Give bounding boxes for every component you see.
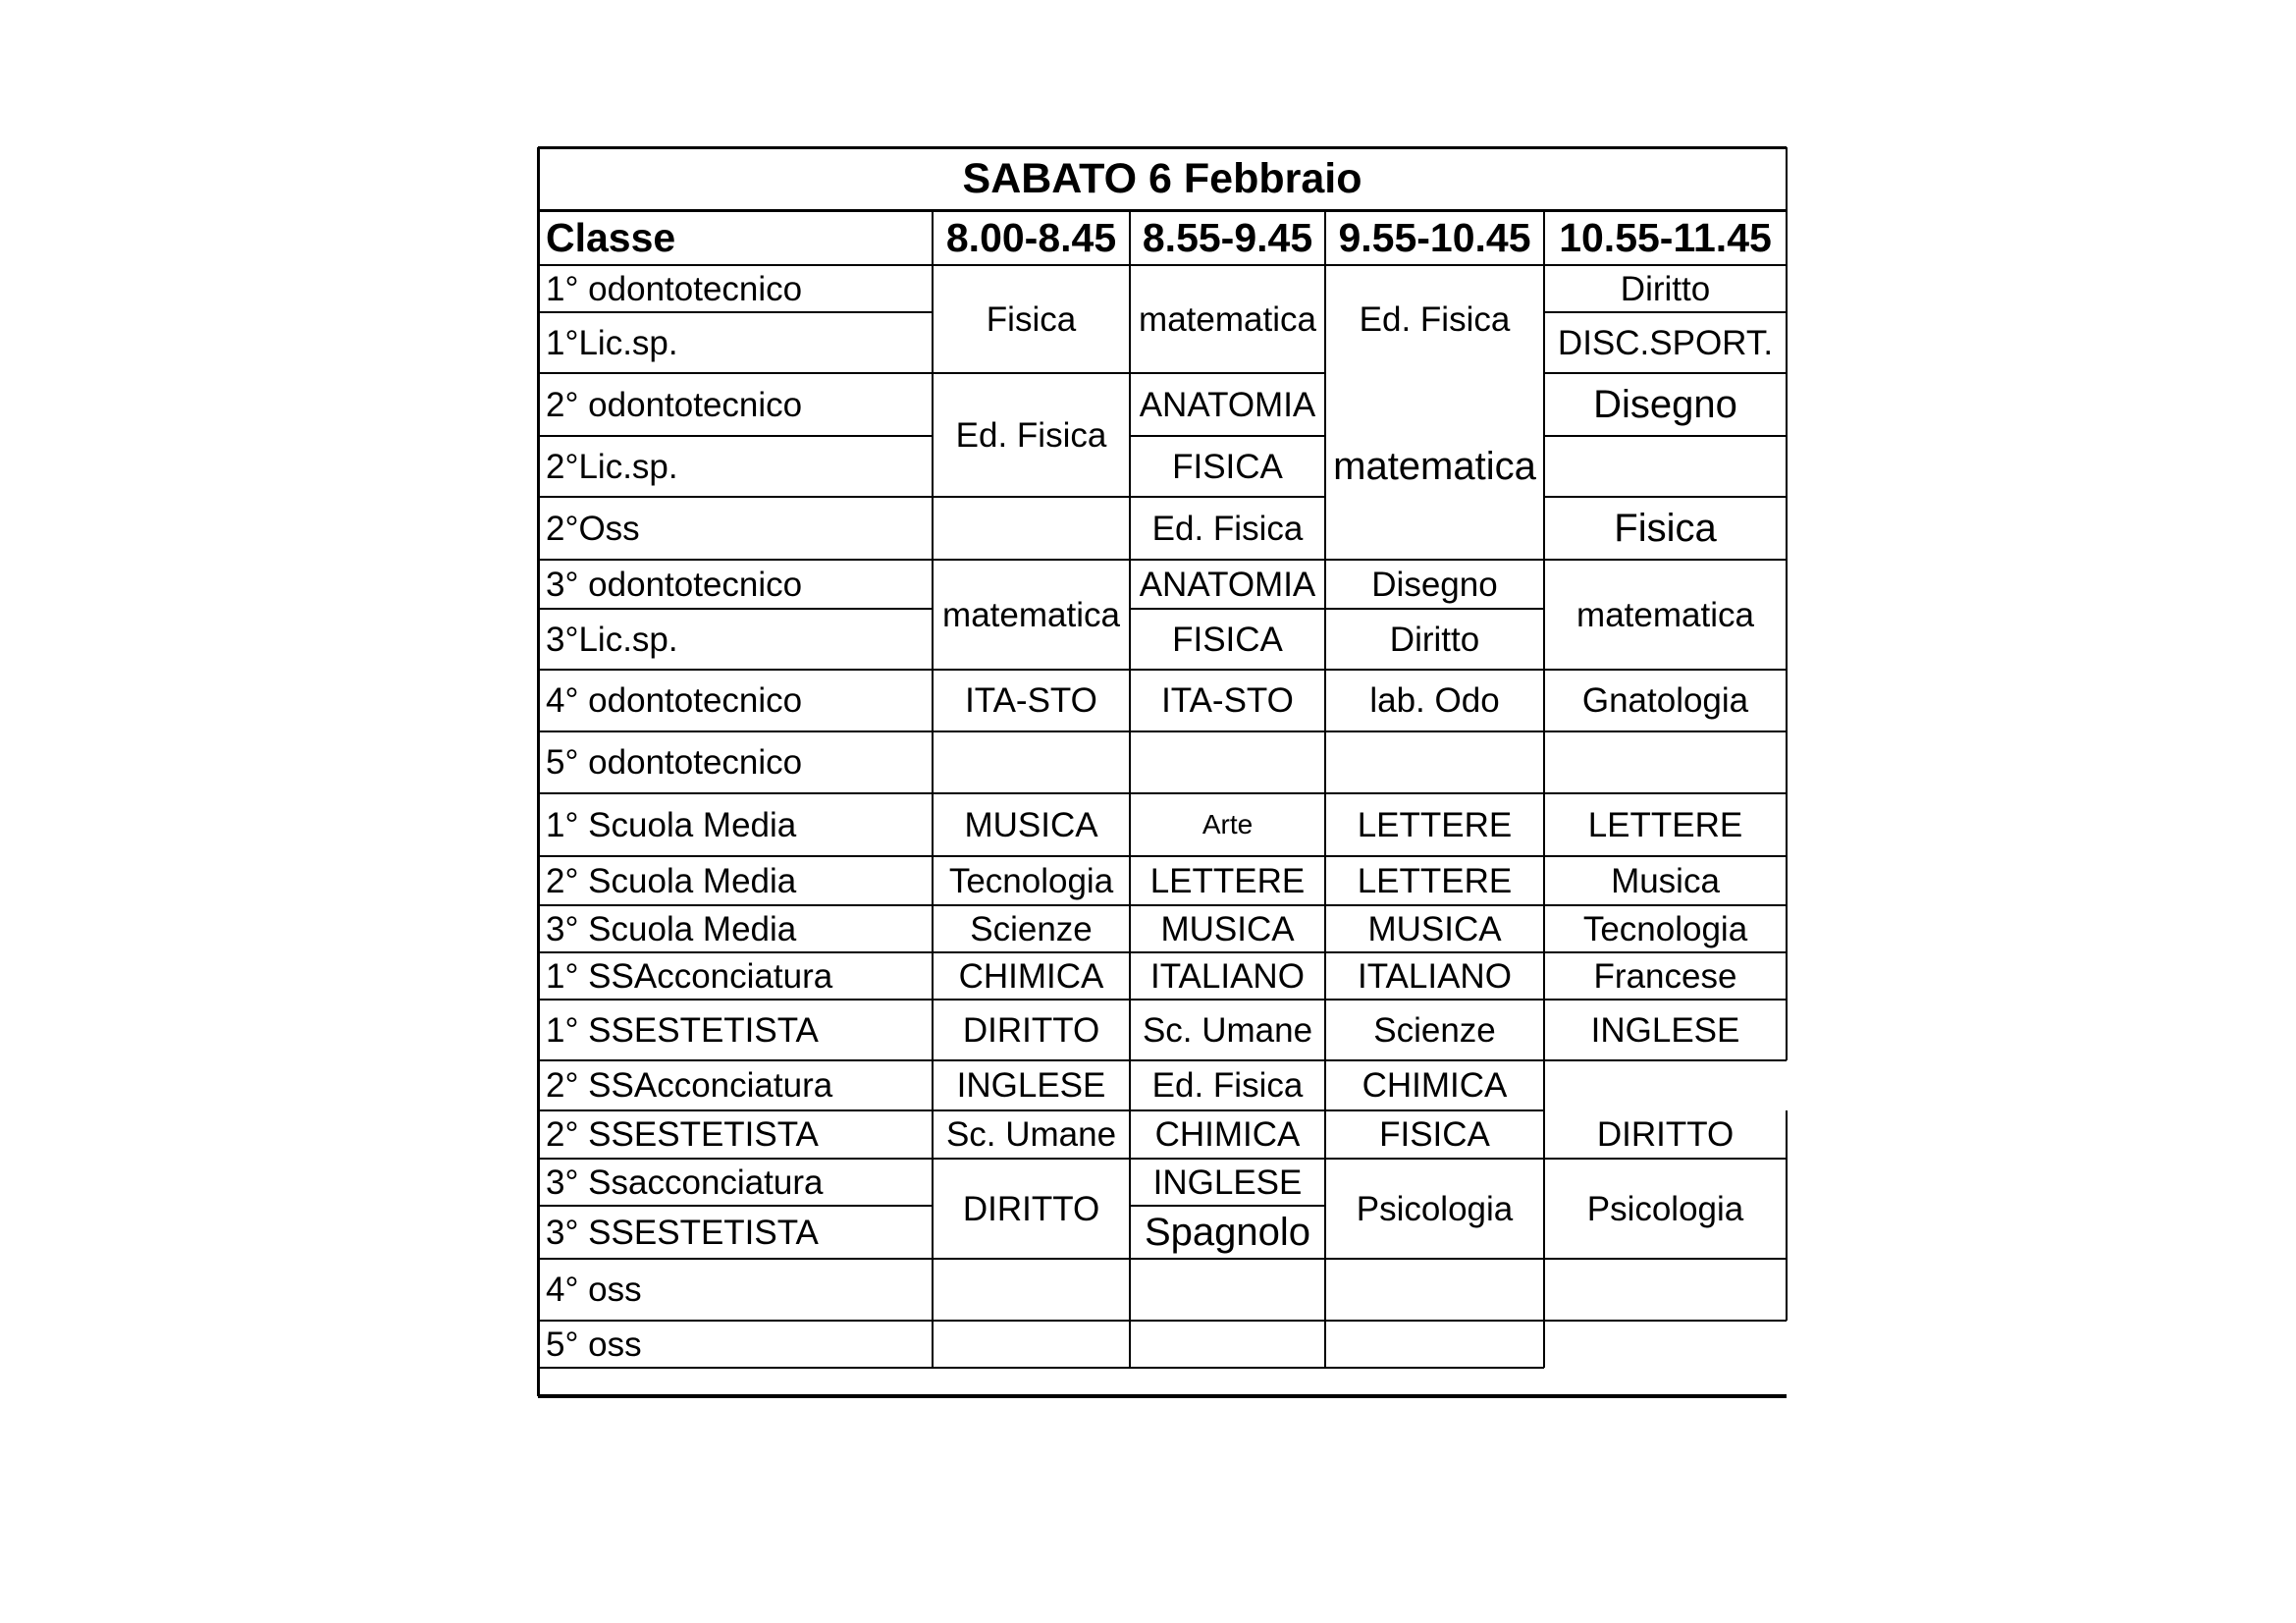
grid-line [537,147,540,1396]
grid-line [538,1158,1787,1160]
grid-line [538,999,1787,1001]
lesson-cell [1544,436,1787,497]
grid-line [538,311,933,313]
column-header-slot-3: 9.55-10.45 [1338,214,1531,260]
class-name: 3° Scuola Media [546,909,797,948]
lesson-cell: DIRITTO [1596,1115,1735,1154]
lesson-cell: Sc. Umane [1142,1010,1313,1050]
lesson-cell: ITA-STO [1161,681,1294,720]
grid-line [1786,1110,1788,1321]
class-name: 2°Oss [546,509,640,548]
lesson-cell: Disegno [1371,565,1498,604]
lesson-cell: MUSICA [1160,909,1295,948]
lesson-cell [1130,1259,1325,1321]
class-name: 2° SSESTETISTA [546,1115,819,1154]
lesson-cell: FISICA [1379,1115,1490,1154]
lesson-cell: ANATOMIA [1139,385,1316,424]
column-header-slot-4: 10.55-11.45 [1559,214,1772,260]
grid-line [1130,1205,1325,1207]
lesson-cell: Gnatologia [1581,681,1749,720]
grid-line [538,1394,1787,1398]
grid-line [1544,372,1787,374]
lesson-cell: Psicologia [1586,1189,1744,1228]
grid-line [1544,311,1787,313]
class-name: 4° odontotecnico [546,681,803,720]
lesson-cell: Psicologia [1356,1189,1514,1228]
class-name: 5° oss [546,1325,642,1364]
class-name: 1° Scuola Media [546,805,797,844]
grid-line [1544,435,1787,437]
lesson-cell: DISC.SPORT. [1557,323,1774,362]
lesson-cell [1325,1259,1544,1321]
grid-line [538,264,1787,266]
lesson-cell [933,1321,1130,1368]
lesson-cell: DIRITTO [962,1189,1100,1228]
lesson-cell [1130,731,1325,793]
lesson-cell: Disegno [1593,383,1737,426]
lesson-cell: LETTERE [1587,805,1743,844]
grid-line [538,855,1787,857]
lesson-cell: LETTERE [1357,861,1513,900]
lesson-cell: matematica [1576,595,1754,634]
grid-line [538,1109,1544,1111]
lesson-cell: ITALIANO [1150,956,1305,996]
grid-line [1543,210,1545,1368]
lesson-cell: Diritto [1389,620,1480,659]
lesson-cell: Arte [1201,809,1254,839]
grid-line [538,372,1325,374]
grid-line [538,951,1787,953]
lesson-cell: CHIMICA [1362,1066,1508,1105]
class-name: 3° SSESTETISTA [546,1213,819,1252]
lesson-cell [1325,731,1544,793]
lesson-cell: MUSICA [1367,909,1502,948]
grid-line [1786,147,1788,1060]
grid-line [1129,210,1131,1368]
lesson-cell [933,1259,1130,1321]
grid-line [538,1258,1787,1260]
class-name: 1°Lic.sp. [546,323,678,362]
lesson-cell: INGLESE [956,1066,1106,1105]
lesson-cell: Sc. Umane [945,1115,1117,1154]
lesson-cell: LETTERE [1357,805,1513,844]
grid-line [538,435,933,437]
lesson-cell: LETTERE [1149,861,1306,900]
column-header-slot-2: 8.55-9.45 [1142,214,1313,260]
grid-line [932,210,934,1368]
lesson-cell: CHIMICA [1154,1115,1301,1154]
lesson-cell: Ed. Fisica [955,415,1107,455]
lesson-cell: INGLESE [1590,1010,1740,1050]
grid-line [538,669,1787,671]
lesson-cell: FISICA [1172,620,1283,659]
grid-line [538,1205,933,1207]
grid-line [538,904,1787,906]
lesson-cell: Spagnolo [1144,1211,1311,1254]
lesson-cell: matematica [942,595,1120,634]
class-name: 3°Lic.sp. [546,620,678,659]
lesson-cell [1544,731,1787,793]
lesson-cell [1130,1321,1325,1368]
lesson-cell: ITALIANO [1358,956,1512,996]
grid-line [538,792,1787,794]
lesson-cell: INGLESE [1152,1163,1303,1202]
class-name: 1° SSESTETISTA [546,1010,819,1050]
grid-line [538,730,1787,732]
grid-line [1130,435,1325,437]
lesson-cell: Tecnologia [948,861,1114,900]
lesson-cell: ANATOMIA [1139,565,1316,604]
grid-line [538,1059,1787,1061]
grid-line [538,559,1787,561]
grid-line [1544,496,1787,498]
grid-line [538,608,933,610]
lesson-cell: Diritto [1620,269,1711,308]
lesson-cell: Ed. Fisica [1151,1066,1304,1105]
grid-line [538,209,1787,212]
lesson-cell [933,497,1130,560]
grid-line [538,1367,1544,1369]
lesson-cell: CHIMICA [958,956,1104,996]
lesson-cell [1325,1321,1544,1368]
lesson-cell: matematica [1139,299,1316,339]
class-name: 3° odontotecnico [546,565,803,604]
lesson-cell [1544,1259,1787,1321]
lesson-cell: Scienze [1373,1010,1496,1050]
grid-line [538,1320,1787,1322]
lesson-cell: Ed. Fisica [1359,299,1511,339]
lesson-cell: matematica [1333,445,1536,488]
column-header-slot-1: 8.00-8.45 [945,214,1117,260]
page-title: SABATO 6 Febbraio [962,154,1362,202]
class-name: 5° odontotecnico [546,743,803,782]
grid-line [1324,210,1326,1368]
class-name: 2° Scuola Media [546,861,797,900]
lesson-cell: Fisica [1614,507,1717,550]
class-name: 2° odontotecnico [546,385,803,424]
lesson-cell: FISICA [1172,447,1283,486]
lesson-cell: lab. Odo [1369,681,1500,720]
lesson-cell: ITA-STO [965,681,1097,720]
class-name: 2°Lic.sp. [546,447,678,486]
class-name: 4° oss [546,1271,642,1309]
lesson-cell: Tecnologia [1582,909,1748,948]
lesson-cell: Francese [1593,956,1737,996]
class-name: 1° odontotecnico [546,269,803,308]
grid-line [1130,608,1544,610]
class-name: 1° SSAcconciatura [546,956,833,996]
lesson-cell: Scienze [970,909,1093,948]
grid-line [538,146,1787,149]
lesson-cell: Ed. Fisica [1151,509,1304,548]
lesson-cell: Fisica [986,299,1077,339]
column-header-classe: Classe [546,214,676,260]
lesson-cell: DIRITTO [962,1010,1100,1050]
lesson-cell: Musica [1611,861,1720,900]
lesson-cell: MUSICA [964,805,1098,844]
grid-line [538,496,1325,498]
class-name: 3° Ssacconciatura [546,1163,824,1202]
class-name: 2° SSAcconciatura [546,1066,833,1105]
lesson-cell [933,731,1130,793]
